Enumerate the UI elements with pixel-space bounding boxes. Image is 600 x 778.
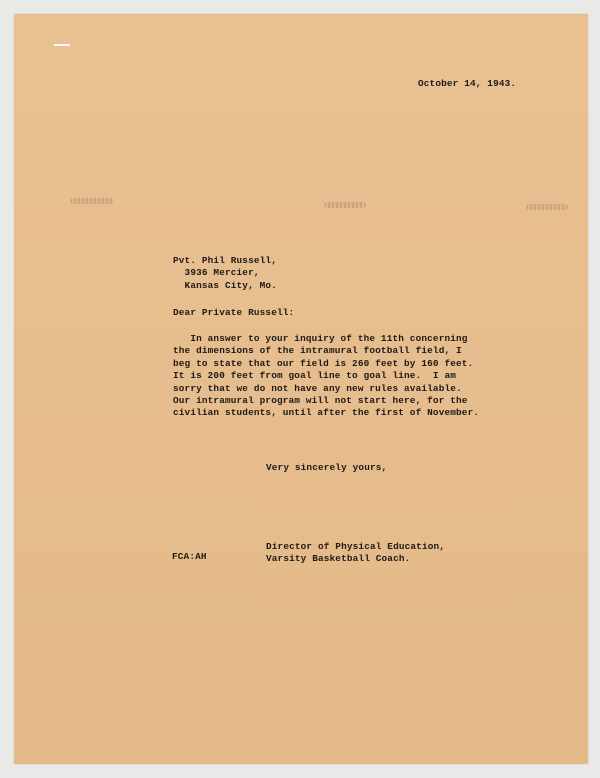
signature-line: Director of Physical Education, xyxy=(266,541,446,552)
address-line: Kansas City, Mo. xyxy=(173,279,277,291)
body-line: the dimensions of the intramural football field, I xyxy=(173,345,462,357)
body-line: In answer to your inquiry of the 11th concerning xyxy=(173,333,468,344)
paper-mark xyxy=(54,44,70,46)
reference-initials: FCA:AH xyxy=(172,551,207,562)
signature-block xyxy=(266,541,445,566)
body-line: sorry that we do not have any new rules available. xyxy=(173,382,462,394)
bleed-through-mark-right xyxy=(526,204,568,210)
bleed-through-mark-center xyxy=(324,202,366,208)
salutation: Dear Private Russell: xyxy=(173,307,295,318)
bleed-through-mark-left xyxy=(70,198,114,204)
address-line: 3936 Mercier, xyxy=(173,267,260,279)
signature-line: Varsity Basketball Coach. xyxy=(266,553,411,565)
letter-body xyxy=(173,333,479,420)
address-line: Pvt. Phil Russell, xyxy=(173,255,277,266)
letter-date: October 14, 1943. xyxy=(418,78,517,89)
body-line: beg to state that our field is 260 feet by 160 feet. xyxy=(173,357,474,369)
recipient-address xyxy=(173,255,277,292)
body-line: Our intramural program will not start here, for the xyxy=(173,395,468,407)
complimentary-close: Very sincerely yours, xyxy=(266,462,388,473)
body-line: civilian students, until after the first of November. xyxy=(173,407,480,419)
letter-page xyxy=(14,14,588,764)
body-line: It is 200 feet from goal line to goal line. I am xyxy=(173,370,457,382)
